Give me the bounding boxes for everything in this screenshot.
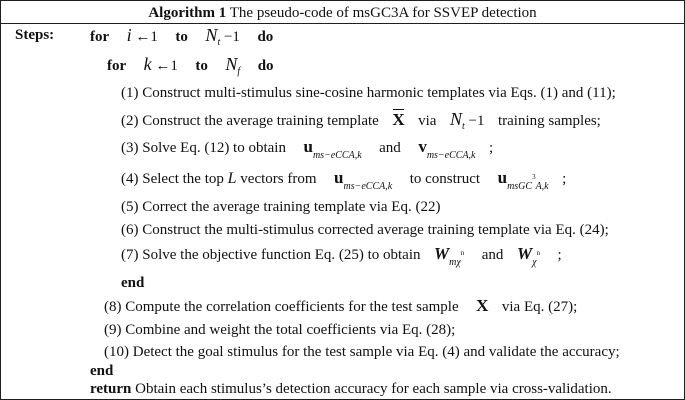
- step-3: [121, 137, 494, 161]
- inner-end-keyword: end: [121, 275, 145, 291]
- to-keyword: to: [195, 58, 208, 74]
- inner-loop-init: ←1: [155, 58, 178, 74]
- return-line: [90, 380, 612, 398]
- return-text: Obtain each stimulus’s detection accuracy for each sample via cross-validation.: [135, 381, 612, 397]
- u-vector-sub: ms−eCCA,k: [343, 181, 393, 192]
- algorithm-caption: [1, 4, 684, 22]
- outer-bound-symbol: N: [205, 25, 218, 45]
- u-msgc3a-symbol: u: [497, 168, 508, 187]
- outer-loop-var: i: [126, 25, 132, 45]
- step-10: (10) Detect the goal stimulus for the test sample via Eq. (4) and validate the accuracy;: [104, 344, 620, 360]
- algorithm-label: Algorithm 1: [148, 5, 227, 21]
- to-keyword: to: [175, 29, 188, 45]
- w-matrix-sup: n: [460, 249, 465, 257]
- step-3-text: (3) Solve Eq. (12) to obtain: [121, 140, 286, 156]
- step-2-N: N: [449, 109, 462, 129]
- inner-for-line: [107, 55, 274, 75]
- step-8-post: via Eq. (27);: [501, 299, 578, 315]
- w-matrix-symbol: W: [516, 244, 533, 263]
- step-4-end: ;: [562, 171, 567, 187]
- step-9: (9) Combine and weight the total coefficients via Eq. (28);: [104, 322, 456, 338]
- step-4-mid: vectors from: [240, 171, 317, 187]
- u-vector-symbol: u: [303, 137, 313, 156]
- u-msgc3a-sup: 3: [532, 173, 536, 181]
- avg-template-symbol: X: [392, 110, 405, 129]
- step-3-and: and: [379, 140, 401, 156]
- step-7-and: and: [481, 247, 504, 263]
- u-msgc3a-sub-b: A,k: [535, 181, 549, 192]
- outer-loop-init: ←1: [135, 29, 158, 45]
- inner-bound-sub: f: [237, 66, 241, 77]
- step-8: [104, 297, 577, 316]
- step-2-post: training samples;: [497, 113, 601, 129]
- w-matrix-sub: χ: [532, 257, 537, 268]
- step-3-end: ;: [489, 140, 494, 156]
- caption-divider: [1, 23, 684, 24]
- return-keyword: return: [90, 381, 132, 397]
- step-2-N-sub: t: [461, 121, 465, 132]
- outer-bound-rest: −1: [223, 29, 240, 45]
- step-7-text: (7) Solve the objective function Eq. (25) to obtain: [121, 247, 421, 263]
- step-2: [121, 109, 601, 130]
- algorithm-title: The pseudo-code of msGC3A for SSVEP detection: [229, 5, 537, 21]
- step-4-L: L: [227, 170, 237, 187]
- step-6: (6) Construct the multi-stimulus corrected average training template via Eq. (24);: [121, 222, 609, 238]
- do-keyword: do: [257, 29, 274, 45]
- u-vector-symbol: u: [334, 168, 344, 187]
- w-matrix-sub: mχ: [449, 257, 461, 268]
- step-5: (5) Correct the average training template via Eq. (22): [121, 199, 441, 215]
- step-8-text: (8) Compute the correlation coefficients for the test sample: [104, 299, 459, 315]
- for-keyword: for: [90, 29, 110, 45]
- v-vector-sub: ms−eCCA,k: [426, 150, 476, 161]
- outer-end-keyword: end: [90, 363, 114, 379]
- inner-bound-symbol: N: [225, 54, 238, 74]
- step-1: (1) Construct multi-stimulus sine-cosine harmonic templates via Eqs. (1) and (11);: [121, 85, 616, 101]
- test-sample-symbol: X: [476, 296, 489, 315]
- do-keyword: do: [257, 58, 274, 74]
- step-7-end: ;: [557, 247, 562, 263]
- w-matrix-symbol: W: [434, 244, 450, 263]
- step-2-text: (2) Construct the average training template: [121, 113, 379, 129]
- for-keyword: for: [107, 58, 127, 74]
- outer-for-line: [90, 26, 273, 46]
- u-vector-sub: ms−eCCA,k: [312, 150, 362, 161]
- step-7: [121, 244, 562, 268]
- step-2-N-rest: −1: [468, 113, 485, 129]
- step-4-construct: to construct: [409, 171, 481, 187]
- step-4-text: (4) Select the top: [121, 171, 224, 187]
- u-msgc3a-sub-a: msGC: [507, 181, 533, 192]
- inner-loop-var: k: [143, 54, 152, 74]
- step-4: [121, 168, 567, 192]
- w-matrix-sup: n: [536, 249, 540, 257]
- step-2-via: via: [418, 113, 437, 129]
- outer-bound-sub: t: [217, 37, 221, 48]
- steps-label: Steps:: [15, 27, 55, 43]
- v-vector-symbol: v: [418, 137, 427, 156]
